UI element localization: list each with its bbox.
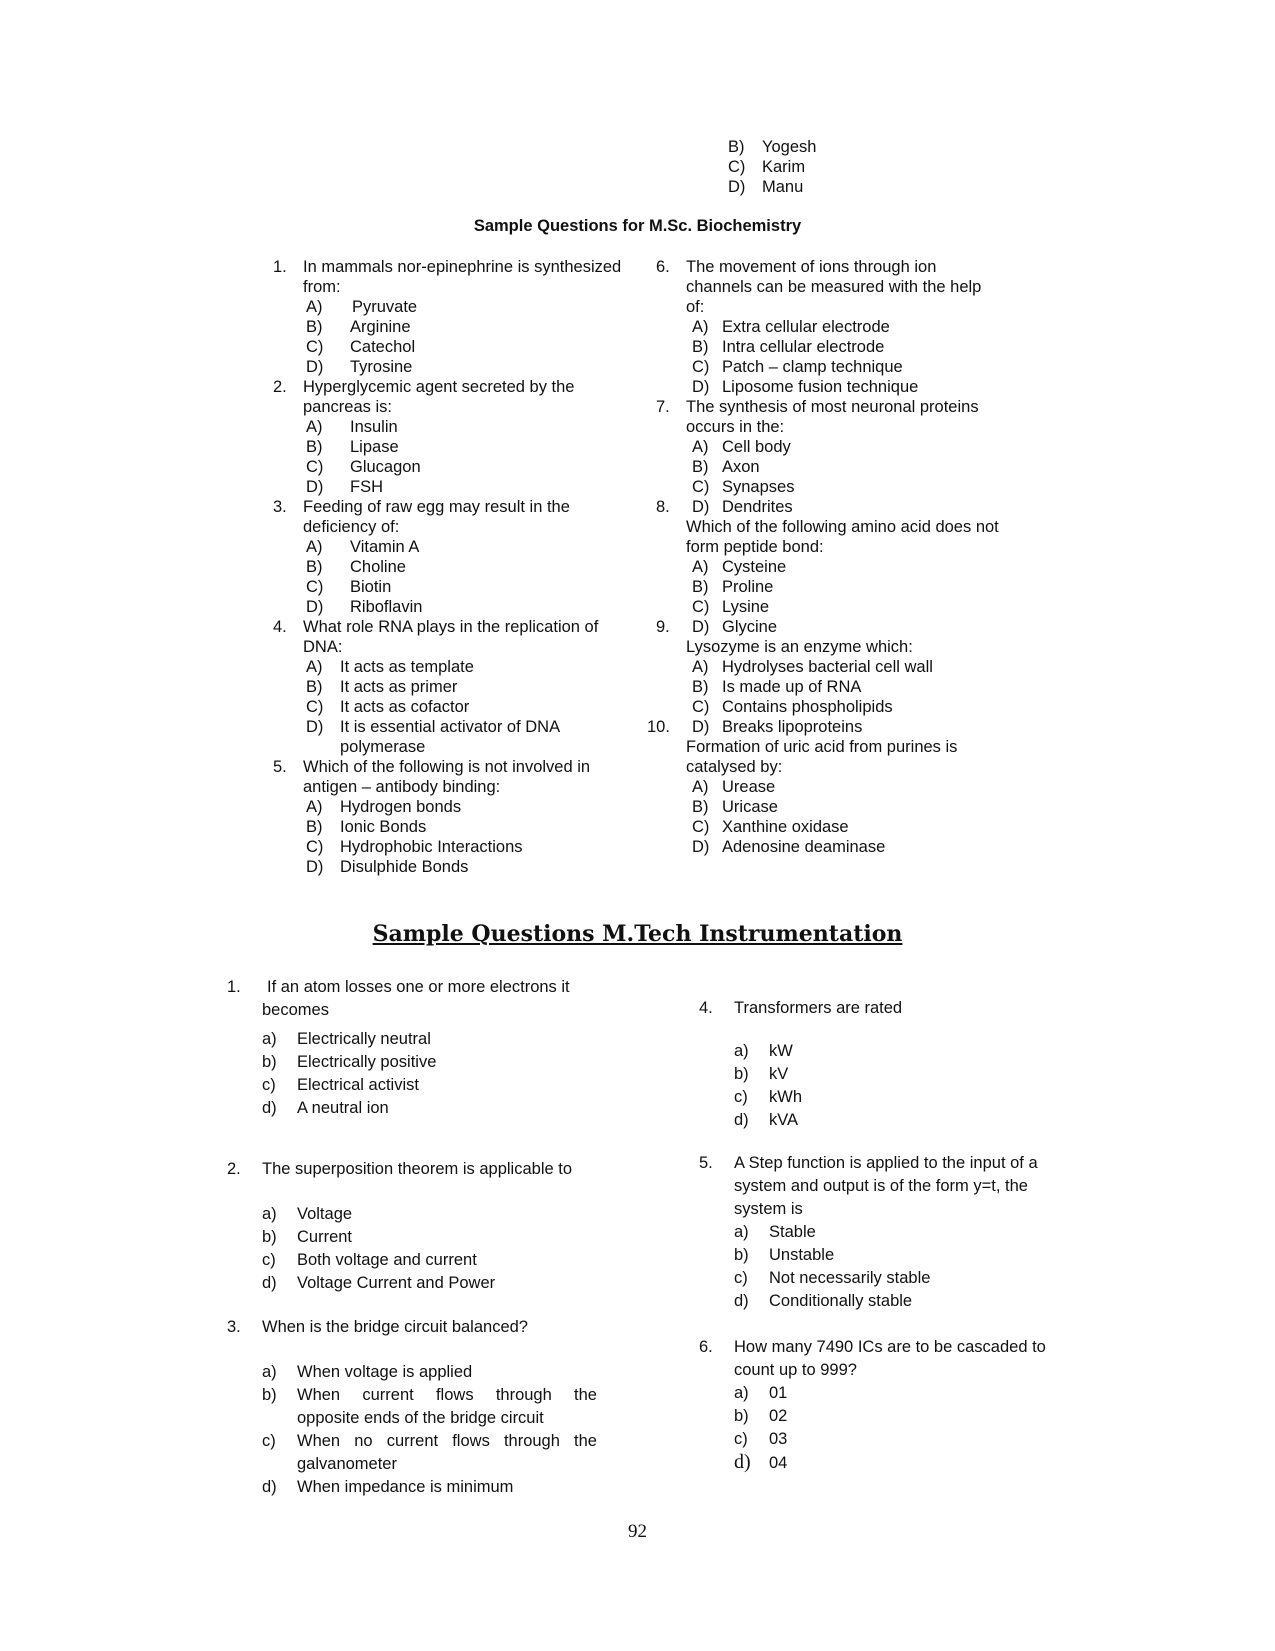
answer-option: c) Both voltage and current xyxy=(262,1251,477,1269)
answer-option: D) Dendrites xyxy=(692,498,793,516)
question-text: occurs in the: xyxy=(686,418,785,436)
answer-option: B) Arginine xyxy=(306,318,411,336)
answer-option: a) Voltage xyxy=(262,1205,353,1223)
answer-option: D) Tyrosine xyxy=(306,358,413,376)
question-number: 8. xyxy=(656,498,670,516)
answer-option: b) kV xyxy=(734,1065,789,1083)
question-number: 4. xyxy=(699,999,713,1017)
question-text: channels can be measured with the help xyxy=(686,278,982,296)
question-number: 3. xyxy=(227,1318,241,1336)
question-text: Lysozyme is an enzyme which: xyxy=(686,638,913,656)
answer-option: b) Current xyxy=(262,1228,353,1246)
question-text: of: xyxy=(686,298,705,316)
answer-option: A) Cell body xyxy=(692,438,791,456)
question-number: 7. xyxy=(656,398,670,416)
question-number: 5. xyxy=(699,1154,713,1172)
answer-option: c) kWh xyxy=(734,1088,802,1106)
answer-option: A) Pyruvate xyxy=(306,298,418,316)
question-text: When is the bridge circuit balanced? xyxy=(262,1318,528,1336)
question-number: 4. xyxy=(273,618,287,636)
question-text: How many 7490 ICs are to be cascaded to xyxy=(734,1338,1046,1356)
question-text: from: xyxy=(303,278,341,296)
answer-option: D) Disulphide Bonds xyxy=(306,858,469,876)
answer-option: A) Hydrolyses bacterial cell wall xyxy=(692,658,933,676)
answer-option: C) Catechol xyxy=(306,338,416,356)
question-text: Which of the following is not involved in xyxy=(303,758,591,776)
answer-option: C) Contains phospholipids xyxy=(692,698,893,716)
answer-option: A) Vitamin A xyxy=(306,538,420,556)
question-text: catalysed by: xyxy=(686,758,783,776)
answer-option: a) When voltage is applied xyxy=(262,1363,473,1381)
answer-option: C) Synapses xyxy=(692,478,795,496)
question-text: system is xyxy=(734,1200,803,1218)
answer-option: c) 03 xyxy=(734,1430,788,1448)
answer-option: b) When current flows through the xyxy=(262,1386,597,1404)
answer-option: c) Electrical activist xyxy=(262,1076,419,1094)
answer-option: B) Lipase xyxy=(306,438,399,456)
answer-option-continuation: polymerase xyxy=(340,738,426,756)
question-number: 9. xyxy=(656,618,670,636)
answer-option: D) Breaks lipoproteins xyxy=(692,718,863,736)
answer-option: b) Electrically positive xyxy=(262,1053,437,1071)
answer-option: A) Extra cellular electrode xyxy=(692,318,890,336)
question-text: What role RNA plays in the replication of xyxy=(303,618,599,636)
question-number: 3. xyxy=(273,498,287,516)
carryover-option: D) Manu xyxy=(728,178,804,196)
question-text: DNA: xyxy=(303,638,343,656)
answer-option: d) Conditionally stable xyxy=(734,1292,913,1310)
answer-option: c) When no current flows through the xyxy=(262,1432,597,1450)
answer-option: D) Riboflavin xyxy=(306,598,423,616)
question-text: Formation of uric acid from purines is xyxy=(686,738,958,756)
answer-option: d) When impedance is minimum xyxy=(262,1478,514,1496)
answer-option: B) Axon xyxy=(692,458,760,476)
question-text: antigen – antibody binding: xyxy=(303,778,501,796)
answer-option: d) A neutral ion xyxy=(262,1099,389,1117)
answer-option: C) It acts as cofactor xyxy=(306,698,470,716)
answer-option: b) Unstable xyxy=(734,1246,835,1264)
question-text: The movement of ions through ion xyxy=(686,258,937,276)
answer-option: d) Voltage Current and Power xyxy=(262,1274,496,1292)
answer-option: B) It acts as primer xyxy=(306,678,458,696)
answer-option: D) It is essential activator of DNA xyxy=(306,718,561,736)
question-text: Feeding of raw egg may result in the xyxy=(303,498,570,516)
answer-option: B) Is made up of RNA xyxy=(692,678,862,696)
answer-option: C) Lysine xyxy=(692,598,770,616)
answer-option: B) Uricase xyxy=(692,798,778,816)
question-text: form peptide bond: xyxy=(686,538,824,556)
question-number: 5. xyxy=(273,758,287,776)
instrumentation-heading: Sample Questions M.Tech Instrumentation xyxy=(372,921,903,947)
question-text: becomes xyxy=(262,1001,329,1019)
answer-option: C) Xanthine oxidase xyxy=(692,818,849,836)
question-text: If an atom losses one or more electrons it xyxy=(267,978,570,996)
carryover-option: B) Yogesh xyxy=(728,138,817,156)
answer-option: b) 02 xyxy=(734,1407,788,1425)
answer-option: A) Urease xyxy=(692,778,776,796)
answer-option: D) FSH xyxy=(306,478,383,496)
answer-option: d) 04 xyxy=(734,1451,788,1473)
answer-option: D) Glycine xyxy=(692,618,778,636)
question-text: count up to 999? xyxy=(734,1361,857,1379)
answer-option: A) Insulin xyxy=(306,418,398,436)
question-number: 2. xyxy=(273,378,287,396)
question-number: 1. xyxy=(273,258,287,276)
question-text: In mammals nor-epinephrine is synthesized xyxy=(303,258,622,276)
answer-option: A) Cysteine xyxy=(692,558,787,576)
answer-option: d) kVA xyxy=(734,1111,799,1129)
answer-option: C) Patch – clamp technique xyxy=(692,358,903,376)
biochem-heading: Sample Questions for M.Sc. Biochemistry xyxy=(473,217,802,235)
answer-option: C) Biotin xyxy=(306,578,392,596)
answer-option-continuation: opposite ends of the bridge circuit xyxy=(297,1409,544,1427)
answer-option: a) kW xyxy=(734,1042,793,1060)
answer-option: A) It acts as template xyxy=(306,658,474,676)
answer-option: B) Proline xyxy=(692,578,774,596)
answer-option: D) Liposome fusion technique xyxy=(692,378,919,396)
question-text: Hyperglycemic agent secreted by the xyxy=(303,378,575,396)
question-text: Transformers are rated xyxy=(734,999,903,1017)
question-text: A Step function is applied to the input of a xyxy=(734,1154,1038,1172)
answer-option: a) Stable xyxy=(734,1223,816,1241)
question-text: The superposition theorem is applicable to xyxy=(262,1160,573,1178)
page-number: 92 xyxy=(628,1521,647,1542)
question-text: deficiency of: xyxy=(303,518,400,536)
answer-option: C) Glucagon xyxy=(306,458,421,476)
question-number: 6. xyxy=(656,258,670,276)
carryover-option: C) Karim xyxy=(728,158,806,176)
question-text: pancreas is: xyxy=(303,398,392,416)
question-number: 10. xyxy=(647,718,670,736)
answer-option: C) Hydrophobic Interactions xyxy=(306,838,523,856)
question-text: The synthesis of most neuronal proteins xyxy=(686,398,979,416)
question-text: system and output is of the form y=t, the xyxy=(734,1177,1028,1195)
answer-option: B) Intra cellular electrode xyxy=(692,338,885,356)
answer-option: c) Not necessarily stable xyxy=(734,1269,931,1287)
question-number: 2. xyxy=(227,1160,241,1178)
answer-option: A) Hydrogen bonds xyxy=(306,798,462,816)
answer-option: B) Ionic Bonds xyxy=(306,818,427,836)
answer-option: a) 01 xyxy=(734,1384,788,1402)
question-number: 1. xyxy=(227,978,241,996)
question-number: 6. xyxy=(699,1338,713,1356)
answer-option: B) Choline xyxy=(306,558,406,576)
answer-option: D) Adenosine deaminase xyxy=(692,838,886,856)
answer-option-continuation: galvanometer xyxy=(297,1455,397,1473)
question-text: Which of the following amino acid does not xyxy=(686,518,999,536)
answer-option: a) Electrically neutral xyxy=(262,1030,431,1048)
